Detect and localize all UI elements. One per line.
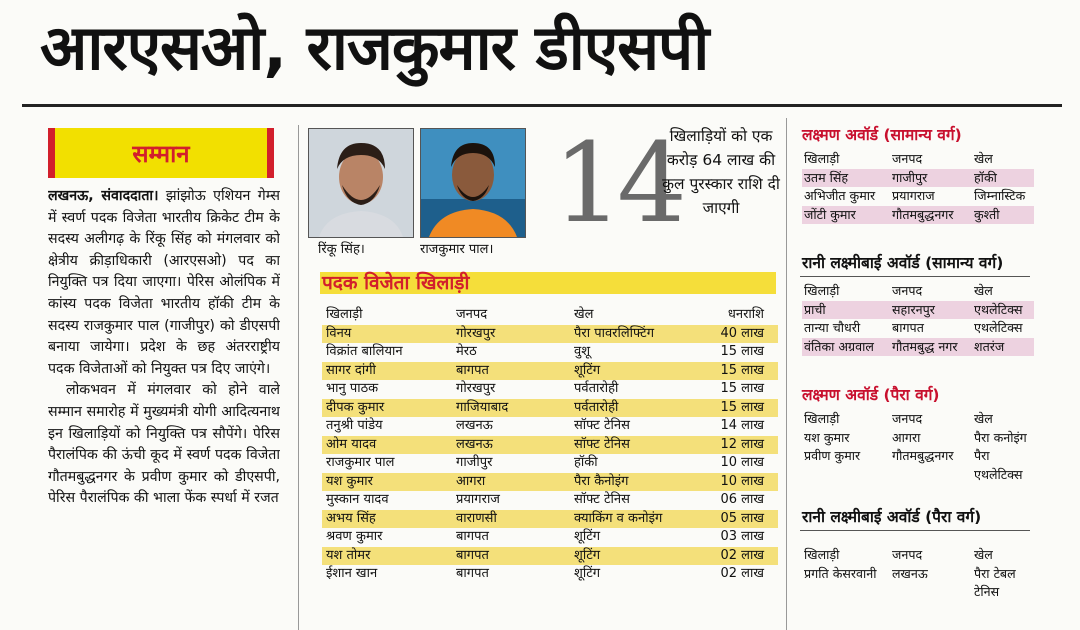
amount-cell: 12 लाख [700,436,778,455]
award-cell: लखनऊ [892,565,928,581]
award-cell [890,466,972,485]
sport-cell: पर्वतारोही [574,381,619,396]
award-cell: पैरा टेबल [974,565,1016,581]
award-title: रानी लक्ष्मीबाई अवॉर्ड (सामान्य वर्ग) [802,254,1004,272]
award-cell: पैरा [974,448,990,463]
award-row [802,447,1034,466]
award-header-cell: जनपद [892,283,923,298]
amount-cell: 15 लाख [720,344,764,359]
sport-cell: पैरा कैनोइंग [570,473,700,492]
award-cell: उतम सिंह [802,169,890,188]
dateline: लखनऊ, संवाददाता। [48,188,159,204]
sport-cell: शूटिंग [574,566,601,581]
award-row [802,187,1034,206]
award-cell: एथलेटिक्स [974,320,1023,335]
sport-cell: हॉकी [574,455,598,470]
sport-cell: सॉफ्ट टेनिस [574,418,630,433]
district-cell: लखनऊ [456,418,493,433]
award-cell: प्रयागराज [892,188,935,203]
award-cell: एथलेटिक्स [972,301,1034,320]
district-cell: आगरा [452,473,570,492]
award-cell: शतरंज [972,338,1034,357]
award-header-cell: खिलाड़ी [804,283,840,298]
award-rule [800,276,1030,277]
prize-text: खिलाड़ियों को एक करोड़ 64 लाख की कुल पुरस्कार राशि दी जाएगी [662,127,780,217]
award-cell [802,466,890,485]
district-cell: लखनऊ [452,436,570,455]
award-cell: आगरा [892,429,921,445]
player-cell: राजकुमार पाल [326,455,395,470]
amount-cell: 06 लाख [720,492,764,507]
column-divider-right [786,118,787,630]
header-amount: धनराशि [727,307,764,322]
award-header-cell: जनपद [892,151,923,166]
amount-cell: 02 लाख [700,547,778,566]
player-cell: ओम यादव [322,436,452,455]
sport-cell: शूटिंग [570,362,700,381]
header-player: खिलाड़ी [326,307,363,322]
sport-cell: सॉफ्ट टेनिस [570,436,700,455]
table-row [322,343,778,362]
amount-cell: 15 लाख [720,381,764,396]
award-table [802,150,1034,224]
district-cell: प्रयागराज [456,492,500,507]
award-table [802,546,1034,602]
player-cell: भानु पाठक [326,381,379,396]
player-cell: सागर दांगी [322,362,452,381]
award-cell: बागपत [892,320,924,335]
award-cell: एथलेटिक्स [974,466,1023,482]
award-cell: वंतिका अग्रवाल [802,338,890,357]
award-header-cell: खेल [974,283,993,298]
district-cell: बागपत [456,529,489,544]
medal-table [322,306,778,584]
header-district: जनपद [456,307,488,322]
sport-cell: सॉफ्ट टेनिस [574,492,630,507]
award-header-cell: खेल [974,151,993,166]
sport-cell: पर्वतारोही [570,399,700,418]
award-table-header [802,546,1034,565]
district-cell: बागपत [452,547,570,566]
district-cell: गोरखपुर [456,381,496,396]
player-cell: अभय सिंह [322,510,452,529]
table-row [322,380,778,399]
award-cell: प्राची [802,301,890,320]
table-row [322,528,778,547]
award-rule [800,530,1030,531]
award-header-cell: खेल [974,547,993,562]
table-row [322,325,778,344]
award-header-cell: जनपद [892,411,923,426]
award-table-header [802,410,1034,429]
amount-cell: 05 लाख [700,510,778,529]
rajkumar-caption: राजकुमार पाल। [420,242,494,257]
district-cell: गोरखपुर [452,325,570,344]
district-cell: मेरठ [456,344,477,359]
award-cell [890,583,972,602]
award-cell: हॉकी [972,169,1034,188]
sport-cell: क्याकिंग व कनोइंग [570,510,700,529]
amount-cell: 10 लाख [720,455,764,470]
award-row [802,169,1034,188]
table-row [322,362,778,381]
award-cell: टेनिस [974,584,1000,599]
amount-cell: 10 लाख [700,473,778,492]
sport-cell: शूटिंग [570,547,700,566]
player-cell: मुस्कान यादव [326,492,389,507]
amount-cell: 03 लाख [720,529,764,544]
award-cell: कुश्ती [972,206,1034,225]
section-tag-label: सम्मान [132,139,190,168]
table-row [322,399,778,418]
rajkumar-pal-photo [420,128,526,238]
award-title: लक्ष्मण अवॉर्ड (पैरा वर्ग) [802,386,940,404]
table-row [322,473,778,492]
award-header-cell: खिलाड़ी [804,151,840,166]
award-cell: गौतमबुद्ध नगर [890,338,972,357]
table-row [322,510,778,529]
paragraph-1 [48,186,280,380]
paragraph-1-text: झांझोऊ एशियन गेम्स में स्वर्ण पदक विजेता भारतीय क्रिकेट टीम के सदस्य अलीगढ़ के रिंकू सिंह को मंगलवार को क्षेत्रीय क्रीड़ाधिकारी (आरएसओ) पद का नियुक्ति पत्र दिया जाएगा। पेरिस ओलंपिक में कांस्य पदक विजेता भारतीय हॉकी टीम के सदस्य राजकुमार पाल (गाजीपुर) को डीएसपी बनाया जायेगा। प्रदेश के छह अंतरराष्ट्रीय पदक विजेताओं को नियुक्त पत्र दिए जाएंगे। [48,188,280,377]
district-cell: बागपत [456,566,489,581]
player-cell: श्रवण कुमार [326,529,383,544]
award-header-cell: खिलाड़ी [804,547,840,562]
award-cell: अभिजीत कुमार [804,188,876,203]
sport-cell: वुशू [574,344,591,359]
rinku-singh-photo [308,128,414,238]
medal-table-header [322,306,778,325]
district-cell: गाजियाबाद [452,399,570,418]
award-title: रानी लक्ष्मीबाई अवॉर्ड (पैरा वर्ग) [802,508,982,526]
award-row [802,301,1034,320]
award-table-header [802,150,1034,169]
headline-rule [22,104,1062,107]
headline: आरएसओ, राजकुमार डीएसपी [40,11,709,84]
award-cell: तान्या चौधरी [804,320,861,335]
table-row [322,547,778,566]
award-row [802,466,1034,485]
player-cell: ईशान खान [326,566,378,581]
table-row [322,417,778,436]
player-cell: विनय [322,325,452,344]
award-header-cell: खेल [974,411,993,426]
district-cell: वाराणसी [452,510,570,529]
paragraph-2: लोकभवन में मंगलवार को होने वाले सम्मान समारोह में मुख्यमंत्री योगी आदित्यनाथ इन खिलाड़ियों को नियुक्ति पत्र सौपेंगे। पेरिस पैरालंपिक की ऊंची कूद में स्वर्ण पदक विजेता गौतमबुद्धनगर के प्रवीण कुमार को डीएसपी, पेरिस पैरालंपिक की भाला फेंक स्पर्धा में रजत [48,382,280,507]
award-header-cell: खिलाड़ी [804,411,840,426]
award-row [802,583,1034,602]
player-cell: यश तोमर [322,547,452,566]
article-body [48,186,280,630]
amount-cell: 02 लाख [720,566,764,581]
district-cell: बागपत [452,362,570,381]
sport-cell: पैरा पावरलिफ्टिंग [570,325,700,344]
award-cell: गाजीपुर [890,169,972,188]
sport-cell: शूटिंग [574,529,601,544]
amount-cell: 15 लाख [700,399,778,418]
award-title: लक्ष्मण अवॉर्ड (सामान्य वर्ग) [802,126,962,144]
amount-cell: 40 लाख [700,325,778,344]
table-row [322,491,778,510]
amount-cell: 15 लाख [700,362,778,381]
award-cell: जिम्नास्टिक [974,188,1026,203]
award-row [802,429,1034,448]
player-cell: यश कुमार [322,473,452,492]
award-row [802,206,1034,225]
big-number: 14 [553,119,681,247]
award-row [802,338,1034,357]
table-row [322,436,778,455]
player-cell: तनुश्री पांडेय [326,418,383,433]
award-table [802,282,1034,356]
rinku-caption: रिंकू सिंह। [318,242,365,257]
section-tag [48,128,274,178]
award-cell: जोंटी कुमार [802,206,890,225]
header-sport: खेल [574,307,594,322]
award-cell: गौतमबुद्धनगर [890,206,972,225]
award-cell: पैरा कनोइंग [974,429,1027,445]
medal-title: पदक विजेता खिलाड़ी [322,272,470,294]
award-cell: प्रवीण कुमार [804,448,861,463]
award-row [802,565,1034,584]
player-cell: विक्रांत बालियान [326,344,403,359]
column-divider [298,125,299,630]
award-table [802,410,1034,484]
player-cell: दीपक कुमार [322,399,452,418]
award-header-cell: जनपद [892,547,923,562]
table-row [322,454,778,473]
award-cell [802,583,890,602]
district-cell: गाजीपुर [456,455,493,470]
award-table-header [802,282,1034,301]
award-cell: गौतमबुद्धनगर [892,448,954,463]
award-row [802,319,1034,338]
award-cell: सहारनपुर [890,301,972,320]
amount-cell: 14 लाख [720,418,764,433]
award-cell: यश कुमार [804,429,850,445]
award-cell: प्रगति केसरवानी [804,565,877,581]
table-row [322,565,778,584]
